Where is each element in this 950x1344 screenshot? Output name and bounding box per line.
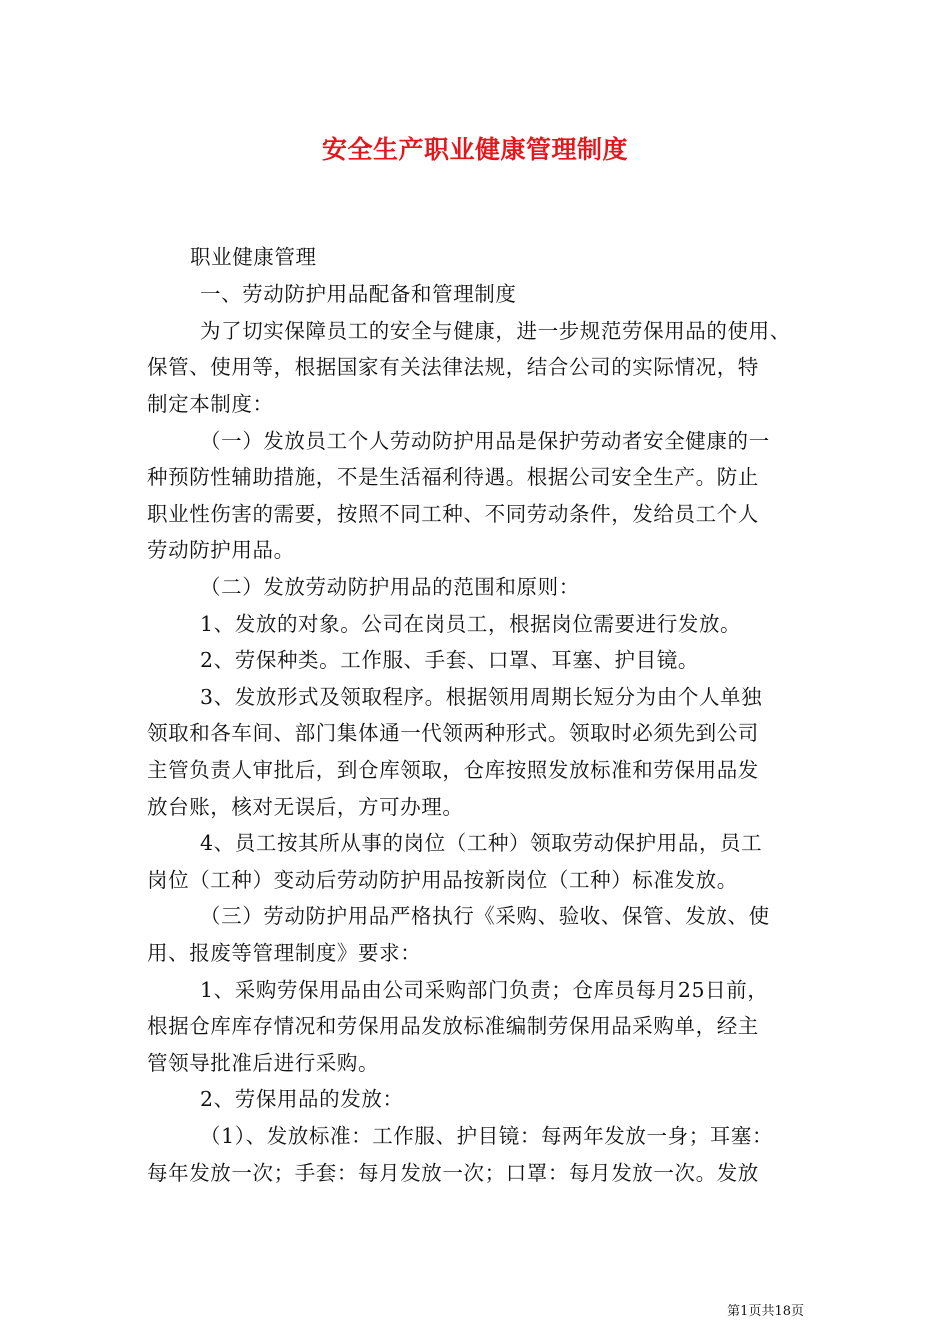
text-line: 为了切实保障员工的安全与健康，进一步规范劳保用品的使用、 <box>200 319 791 343</box>
text-line: 每年发放一次；手套：每月发放一次；口罩：每月发放一次。发放 <box>147 1161 759 1185</box>
text-line: 用、报废等管理制度》要求： <box>147 941 422 965</box>
text-line: 种预防性辅助措施，不是生活福利待遇。根据公司安全生产。防止 <box>147 465 759 489</box>
text-line: 2、劳保种类。工作服、手套、口罩、耳塞、护目镜。 <box>200 648 699 672</box>
text-line: 主管负责人审批后，到仓库领取，仓库按照发放标准和劳保用品发 <box>147 758 759 782</box>
text-line: 管领导批准后进行采购。 <box>147 1051 380 1075</box>
text-line: 制定本制度： <box>147 392 274 416</box>
text-line: 一、劳动防护用品配备和管理制度 <box>200 282 517 306</box>
text-line: 职业健康管理 <box>190 245 317 269</box>
text-line: 1、发放的对象。公司在岗员工，根据岗位需要进行发放。 <box>200 612 742 636</box>
text-line: （三）劳动防护用品严格执行《采购、验收、保管、发放、使 <box>200 904 770 928</box>
text-line: 4、员工按其所从事的岗位（工种）领取劳动保护用品，员工 <box>200 831 763 855</box>
text-line: （1）、发放标准：工作服、护目镜：每两年发放一身；耳塞： <box>200 1124 774 1148</box>
text-line: 职业性伤害的需要，按照不同工种、不同劳动条件，发给员工个人 <box>147 502 759 526</box>
document-title: 安全生产职业健康管理制度 <box>321 135 628 164</box>
text-line: 领取和各车间、部门集体通一代领两种形式。领取时必须先到公司 <box>147 721 759 745</box>
text-line: 3、发放形式及领取程序。根据领用周期长短分为由个人单独 <box>200 685 763 709</box>
text-line: 根据仓库库存情况和劳保用品发放标准编制劳保用品采购单，经主 <box>147 1014 759 1038</box>
text-line: 放台账，核对无误后，方可办理。 <box>147 795 464 819</box>
text-line: 2、劳保用品的发放： <box>200 1087 404 1111</box>
page-number: 第1页共18页 <box>727 1304 804 1319</box>
text-line: （一）发放员工个人劳动防护用品是保护劳动者安全健康的一 <box>200 429 770 453</box>
text-line: 1、采购劳保用品由公司采购部门负责；仓库员每月25日前， <box>200 978 769 1002</box>
text-line: 劳动防护用品。 <box>147 538 295 562</box>
text-line: 岗位（工种）变动后劳动防护用品按新岗位（工种）标准发放。 <box>147 868 738 892</box>
text-line: 保管、使用等，根据国家有关法律法规，结合公司的实际情况，特 <box>147 355 759 379</box>
text-line: （二）发放劳动防护用品的范围和原则： <box>200 575 580 599</box>
